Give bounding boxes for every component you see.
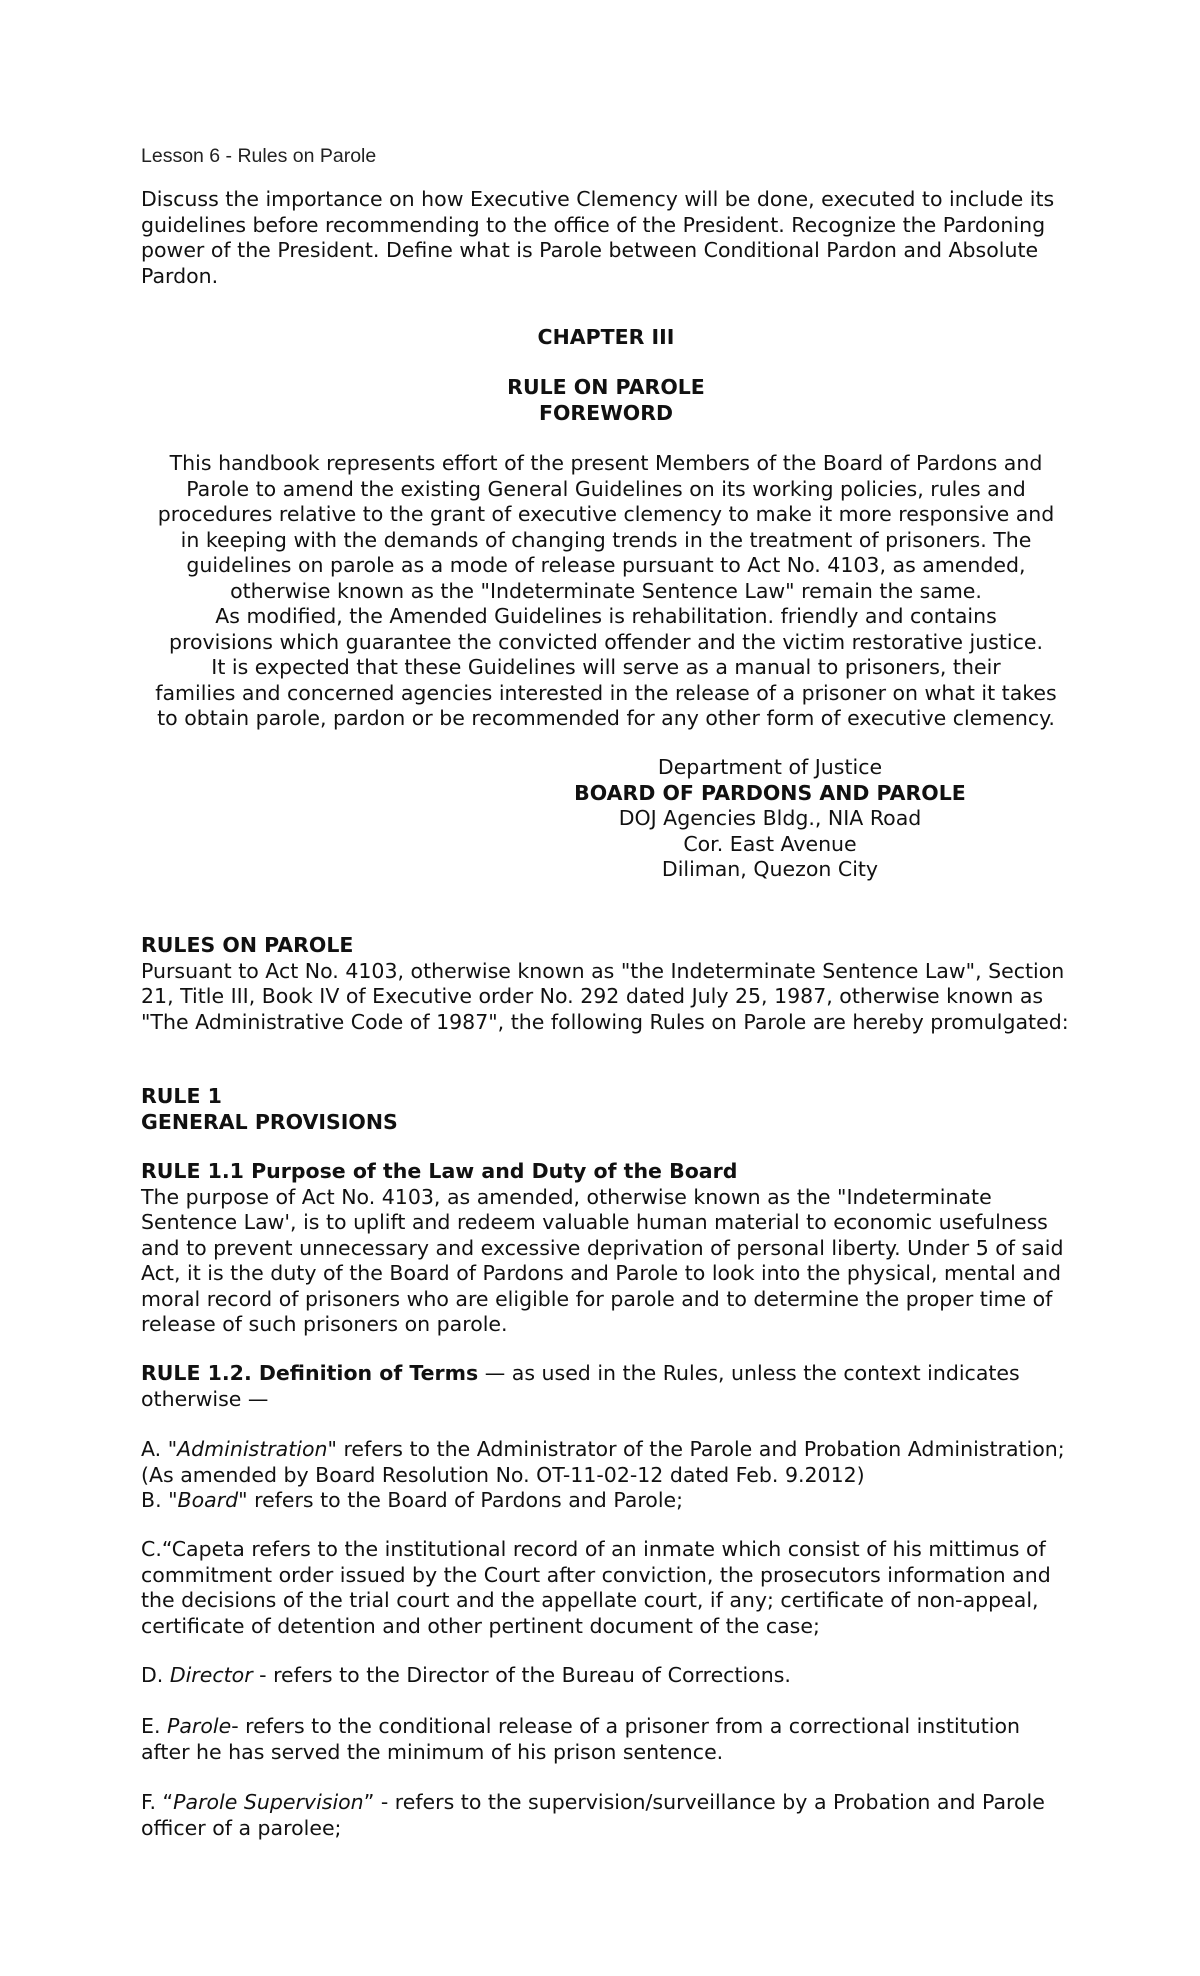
foreword-line: in keeping with the demands of changing trends in the treatment of prisoners. The [180,527,1032,552]
definitions-a-b [141,1437,1071,1514]
foreword-line: to obtain parole, pardon or be recommended for any other form of executive clemency. [157,706,1055,730]
definition-f [141,1790,1071,1841]
foreword-line: families and concerned agencies interested in the release of a prisoner on what it takes [155,680,1057,705]
foreword-line: This handbook represents effort of the present Members of the Board of Pardons and [169,451,1043,475]
rule-1-number: RULE 1 [141,1084,222,1108]
definition-a-prefix: A. [141,1437,168,1461]
definition-f-text: ” - refers to the supervision/surveillance by a Probation and Parole officer of a parolee; [141,1790,1045,1840]
rule-1-2-section [141,1361,1071,1412]
definition-a-text: refers to the Administrator of the Parole and Probation Administration; (As amended by Board Resolution No. OT-11-02-12 dated Feb. 9.2012) [141,1437,1065,1487]
rule-1-1-heading: RULE 1.1 Purpose of the Law and Duty of the Board [141,1159,738,1183]
definition-e [141,1714,1071,1765]
rules-on-parole-heading: RULES ON PAROLE [141,933,354,957]
foreword-line: As modified, the Amended Guidelines is rehabilitation. friendly and contains [215,604,997,628]
definition-b [141,1488,1071,1514]
foreword-line: otherwise known as the "Indeterminate Sentence Law" remain the same. [230,578,982,603]
foreword-line: procedures relative to the grant of executive clemency to make it more responsive and [157,502,1055,526]
definition-d-text: - refers to the Director of the Bureau of Corrections. [252,1663,791,1687]
definition-f-term: Parole Supervision [173,1790,364,1814]
foreword-line: guidelines on parole as a mode of release pursuant to Act No. 4103, as amended, [186,553,1026,577]
signature-board: BOARD OF PARDONS AND PAROLE [574,780,966,805]
foreword-line: provisions which guarantee the convicted offender and the victim restorative justice. [168,629,1043,654]
signature-address-1: DOJ Agencies Bldg., NIA Road [618,806,922,830]
rule-1-title: GENERAL PROVISIONS [141,1109,398,1134]
rule-heading: RULE ON PAROLE [507,375,705,399]
rule-1-1-section [141,1159,1071,1338]
definition-e-prefix: E. [141,1714,167,1738]
signature-address-3: Diliman, Quezon City [661,857,879,881]
definition-d [141,1663,1071,1689]
definition-b-prefix: B. " [141,1488,178,1512]
definition-d-term: Director [169,1663,253,1687]
definition-f-prefix: F. “ [141,1790,174,1814]
definition-b-term: Board [177,1488,239,1512]
rule-1-2-body: — as used in the Rules, unless the context indicates otherwise — [141,1361,1020,1411]
definition-a [141,1437,1071,1488]
rules-on-parole-section [141,933,1071,1035]
lesson-title: Lesson 6 - Rules on Parole [141,145,377,167]
intro-paragraph: Discuss the importance on how Executive Clemency will be done, executed to include its guidelines before recommending to the office of the President. Recognize the Pardoning power of the President. Define what is Parole between Conditional Pardon and Absolute Pardon. [141,187,1055,288]
definition-e-text: - refers to the conditional release of a prisoner from a correctional institution after he has served the minimum of his prison sentence. [141,1714,1020,1764]
foreword-paragraph [141,451,1071,732]
rule-1-1-body: The purpose of Act No. 4103, as amended, otherwise known as the "Indeterminate Sentence Law', is to uplift and redeem valuable human material to economic usefulness and to prevent unnecessary and excessive deprivation of personal liberty. Under 5 of said Act, it is the duty of the Board of Pardons and Parole to look into the physical, mental and moral record of prisoners who are eligible for parole and to determine the proper time of release of such prisoners on parole. [141,1184,1064,1336]
rules-on-parole-body: Pursuant to Act No. 4103, otherwise known as "the Indeterminate Sentence Law", Section 21, Title III, Book IV of Executive order No. 292 dated July 25, 1987, otherwise known as "The Administrative Code of 1987", the following Rules on Parole are hereby promulgated: [141,958,1069,1034]
foreword-line: It is expected that these Guidelines will serve as a manual to prisoners, their [211,655,1001,679]
definition-e-term: Parole [167,1714,232,1738]
definition-a-term: "Administration" [167,1437,337,1461]
foreword-line: Parole to amend the existing General Guidelines on its working policies, rules and [186,476,1026,501]
definition-b-text: " refers to the Board of Pardons and Parole; [238,1488,684,1512]
definition-c: C.“Capeta refers to the institutional record of an inmate which consist of his mittimus of commitment order issued by the Court after conviction, the prosecutors information and the decisions of the trial court and the appellate court, if any; certificate of non-appeal, certificate of detention and other pertinent document of the case; [141,1537,1051,1638]
chapter-heading: CHAPTER III [537,325,675,349]
definition-d-prefix: D. [141,1663,170,1687]
rule-on-parole-heading [141,375,1071,426]
signature-block [555,755,985,883]
signature-dept: Department of Justice [657,755,883,779]
foreword-heading: FOREWORD [538,400,674,425]
rule-1-2-heading: RULE 1.2. Definition of Terms [141,1361,479,1385]
rule-1-heading [141,1084,1071,1135]
signature-address-2: Cor. East Avenue [683,831,857,856]
